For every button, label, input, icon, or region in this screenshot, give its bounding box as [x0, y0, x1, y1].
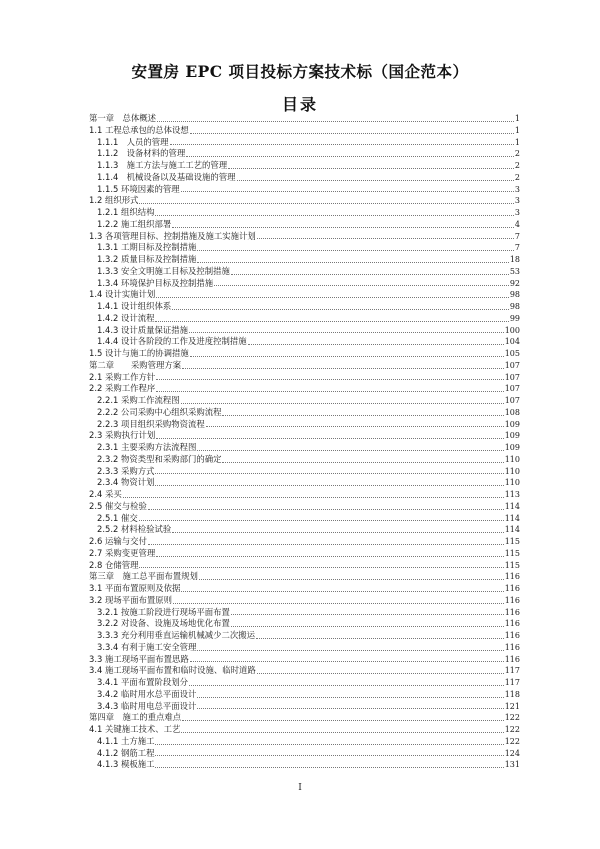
- toc-entry-label: 3.3.3 充分利用垂直运输机械减少二次搬运: [97, 630, 255, 640]
- toc-entry-label: 2.4 采买: [89, 489, 122, 499]
- dot-leader: [222, 461, 503, 463]
- toc-entry-page-number: 4: [514, 219, 520, 229]
- toc-entry-label: 第四章 施工的重点难点: [89, 712, 182, 723]
- dot-leader: [189, 684, 504, 686]
- toc-section-entry[interactable]: [89, 195, 520, 207]
- toc-section-entry[interactable]: [89, 724, 520, 736]
- toc-subsection-entry[interactable]: [89, 254, 520, 266]
- toc-entry-label: 1.2.2 施工组织部署: [97, 218, 172, 229]
- toc-entry-label: 1.2 组织形式: [89, 195, 139, 206]
- toc-section-entry[interactable]: [89, 231, 520, 243]
- toc-entry-label: 3.3.4 有利于施工安全管理: [97, 641, 197, 652]
- toc-entry-label: 2.2.2 公司采购中心组织采购流程: [97, 406, 222, 417]
- toc-section-entry[interactable]: [89, 489, 520, 501]
- toc-subsection-entry[interactable]: [89, 477, 520, 489]
- toc-section-entry[interactable]: [89, 583, 520, 595]
- toc-entry-label: 1.1.5 环境因素的管理: [97, 183, 180, 194]
- toc-entry-label: 2.3.4 物资计划: [97, 477, 155, 488]
- toc-entry-label: 2.5.1 催交: [97, 512, 138, 523]
- toc-entry-page-number: 3: [514, 196, 520, 206]
- dot-leader: [190, 132, 514, 134]
- toc-entry-label: 1.4.3 设计质量保证措施: [97, 324, 188, 335]
- table-of-contents: [89, 113, 520, 771]
- toc-subsection-entry[interactable]: [89, 466, 520, 478]
- dot-leader: [257, 672, 504, 674]
- toc-section-entry[interactable]: [89, 348, 520, 360]
- dot-leader: [197, 707, 503, 709]
- dot-leader: [197, 261, 508, 263]
- toc-entry-label: 1.1.2 设备材料的管理: [97, 148, 186, 159]
- dot-leader: [172, 531, 503, 533]
- dot-leader: [155, 754, 503, 756]
- dot-leader: [155, 214, 513, 216]
- toc-entry-page-number: 116: [504, 619, 520, 629]
- toc-entry-label: 3.2.2 对设备、设施及场地优化布置: [97, 618, 230, 629]
- toc-entry-label: 1.4.2 设计流程: [97, 312, 155, 323]
- toc-entry-page-number: 104: [504, 337, 520, 347]
- toc-subsection-entry[interactable]: [89, 630, 520, 642]
- dot-leader: [155, 743, 503, 745]
- toc-entry-page-number: 124: [504, 748, 520, 758]
- toc-section-entry[interactable]: [89, 654, 520, 666]
- toc-entry-page-number: 122: [504, 725, 520, 734]
- toc-chapter-entry[interactable]: [89, 571, 520, 583]
- toc-entry-label: 3.3 施工现场平面布置思路: [89, 653, 189, 664]
- dot-leader: [197, 649, 503, 651]
- toc-entry-page-number: 18: [509, 255, 520, 264]
- toc-entry-label: 2.2.3 项目组织采购物资流程: [97, 418, 205, 429]
- toc-entry-page-number: 114: [504, 525, 520, 535]
- toc-subsection-entry[interactable]: [89, 618, 520, 630]
- toc-entry-page-number: 53: [509, 266, 520, 276]
- toc-entry-page-number: 122: [504, 736, 520, 746]
- dot-leader: [172, 226, 514, 228]
- toc-subsection-entry[interactable]: [89, 266, 520, 278]
- toc-subsection-entry[interactable]: [89, 607, 520, 619]
- dot-leader: [170, 143, 514, 145]
- dot-leader: [190, 355, 504, 357]
- toc-entry-page-number: 121: [504, 701, 520, 711]
- toc-entry-page-number: 116: [504, 654, 520, 664]
- toc-entry-page-number: 131: [504, 760, 520, 770]
- dot-leader: [189, 331, 504, 333]
- toc-entry-label: 3.2.1 按施工阶段进行现场平面布置: [97, 606, 230, 617]
- toc-subsection-entry[interactable]: [89, 148, 520, 160]
- toc-subsection-entry[interactable]: [89, 278, 520, 290]
- toc-subsection-entry[interactable]: [89, 442, 520, 454]
- toc-entry-label: 3.2 现场平面布置原则: [89, 594, 172, 605]
- toc-entry-page-number: 107: [504, 396, 520, 405]
- dot-leader: [214, 284, 509, 286]
- toc-entry-label: 2.5.2 材料检验试验: [97, 524, 172, 535]
- toc-entry-page-number: 110: [504, 478, 520, 488]
- toc-subsection-entry[interactable]: [89, 689, 520, 701]
- dot-leader: [231, 613, 504, 615]
- dot-leader: [256, 637, 504, 639]
- toc-entry-label: 3.4.2 临时用水总平面设计: [97, 688, 197, 699]
- toc-entry-label: 2.3.2 物资类型和采购部门的确定: [97, 453, 222, 464]
- toc-entry-label: 2.2.1 采购工作流程图: [97, 395, 180, 405]
- dot-leader: [199, 578, 504, 580]
- dot-leader: [155, 766, 503, 768]
- toc-entry-page-number: 3: [514, 208, 520, 217]
- dot-leader: [156, 378, 503, 380]
- toc-entry-label: 1.3.2 质量目标及控制措施: [97, 254, 197, 264]
- toc-section-entry[interactable]: [89, 501, 520, 513]
- toc-entry-page-number: 2: [514, 149, 520, 159]
- toc-section-entry[interactable]: [89, 536, 520, 548]
- dot-leader: [222, 414, 503, 416]
- dot-leader: [237, 179, 514, 181]
- toc-section-entry[interactable]: [89, 548, 520, 560]
- toc-entry-label: 1.3.4 环境保护目标及控制措施: [97, 277, 214, 288]
- toc-section-entry[interactable]: [89, 289, 520, 301]
- dot-leader: [186, 155, 514, 157]
- toc-subsection-entry[interactable]: [89, 736, 520, 748]
- dot-leader: [181, 731, 503, 733]
- toc-subsection-entry[interactable]: [89, 524, 520, 536]
- dot-leader: [182, 719, 504, 721]
- toc-entry-page-number: 1: [514, 125, 520, 135]
- toc-entry-label: 2.3 采购执行计划: [89, 430, 156, 441]
- toc-section-entry[interactable]: [89, 665, 520, 677]
- dot-leader: [156, 296, 509, 298]
- toc-section-entry[interactable]: [89, 595, 520, 607]
- toc-subsection-entry[interactable]: [89, 219, 520, 231]
- toc-entry-label: 1.3.3 安全文明施工目标及控制措施: [97, 265, 230, 276]
- dot-leader: [156, 437, 503, 439]
- dot-leader: [181, 190, 514, 192]
- toc-entry-label: 2.5 催交与检验: [89, 500, 147, 511]
- toc-entry-page-number: 107: [504, 360, 520, 370]
- toc-section-entry[interactable]: [89, 372, 520, 384]
- toc-entry-page-number: 110: [504, 466, 520, 476]
- toc-entry-label: 第一章 总体概述: [89, 113, 156, 123]
- toc-subsection-entry[interactable]: [89, 336, 520, 348]
- toc-section-entry[interactable]: [89, 125, 520, 137]
- toc-entry-label: 3.4.1 平面布置阶段划分: [97, 677, 188, 687]
- toc-entry-label: 2.6 运输与交付: [89, 536, 147, 546]
- toc-entry-label: 2.2 采购工作程序: [89, 383, 156, 394]
- dot-leader: [197, 249, 514, 251]
- toc-entry-page-number: 116: [504, 584, 520, 593]
- toc-subsection-entry[interactable]: [89, 748, 520, 760]
- toc-entry-label: 1.1.1 人员的管理: [97, 136, 169, 147]
- toc-entry-page-number: 92: [509, 278, 520, 288]
- toc-entry-page-number: 3: [514, 184, 520, 194]
- toc-entry-label: 1.4.1 设计组织体系: [97, 301, 172, 311]
- dot-leader: [148, 543, 504, 545]
- dot-leader: [228, 167, 514, 169]
- toc-entry-page-number: 100: [504, 325, 520, 335]
- toc-entry-page-number: 110: [504, 454, 520, 464]
- toc-chapter-entry[interactable]: [89, 712, 520, 724]
- toc-entry-page-number: 115: [504, 560, 520, 570]
- dot-leader: [197, 449, 503, 451]
- toc-entry-page-number: 1: [514, 137, 520, 147]
- dot-leader: [148, 508, 504, 510]
- toc-subsection-entry[interactable]: [89, 137, 520, 149]
- toc-entry-label: 1.1.4 机械设备以及基础设施的管理: [97, 171, 236, 182]
- toc-entry-label: 第三章 施工总平面布置规划: [89, 571, 198, 582]
- toc-entry-page-number: 7: [514, 231, 520, 241]
- toc-subsection-entry[interactable]: [89, 313, 520, 325]
- toc-subsection-entry[interactable]: [89, 395, 520, 407]
- toc-chapter-entry[interactable]: [89, 360, 520, 372]
- dot-leader: [257, 237, 514, 239]
- toc-subsection-entry[interactable]: [89, 172, 520, 184]
- toc-subsection-entry[interactable]: [89, 325, 520, 337]
- toc-entry-label: 4.1 关键施工技术、工艺: [89, 724, 181, 734]
- toc-subsection-entry[interactable]: [89, 701, 520, 713]
- toc-entry-label: 2.3.1 主要采购方法流程图: [97, 442, 197, 452]
- toc-entry-page-number: 115: [504, 537, 520, 546]
- toc-entry-page-number: 105: [504, 349, 520, 358]
- toc-section-entry[interactable]: [89, 560, 520, 572]
- toc-entry-page-number: 117: [504, 666, 520, 676]
- toc-subsection-entry[interactable]: [89, 759, 520, 771]
- toc-entry-label: 2.8 仓储管理: [89, 559, 139, 570]
- toc-entry-label: 1.3.1 工期目标及控制措施: [97, 242, 197, 253]
- toc-entry-label: 1.3 各项管理目标、控制措施及施工实施计划: [89, 230, 256, 241]
- toc-entry-page-number: 98: [509, 290, 520, 300]
- toc-subsection-entry[interactable]: [89, 184, 520, 196]
- toc-entry-page-number: 114: [504, 501, 520, 511]
- document-title: 安置房 EPC 项目投标方案技术标（国企范本）: [131, 62, 469, 81]
- toc-entry-label: 1.1.3 施工方法与施工工艺的管理: [97, 160, 228, 170]
- toc-entry-label: 1.5 设计与施工的协调措施: [89, 348, 189, 358]
- toc-entry-page-number: 113: [504, 490, 520, 499]
- toc-entry-page-number: 2: [514, 172, 520, 182]
- toc-entry-page-number: 118: [504, 689, 520, 699]
- toc-entry-page-number: 116: [504, 642, 520, 652]
- toc-section-entry[interactable]: [89, 430, 520, 442]
- dot-leader: [231, 625, 504, 627]
- toc-entry-label: 4.1.1 土方施工: [97, 735, 155, 746]
- toc-entry-label: 3.4.3 临时用电总平面设计: [97, 700, 197, 711]
- toc-entry-page-number: 107: [504, 384, 520, 394]
- toc-entry-page-number: 115: [504, 548, 520, 558]
- toc-entry-label: 2.1 采购工作方针: [89, 371, 156, 382]
- toc-entry-page-number: 114: [504, 513, 520, 523]
- toc-subsection-entry[interactable]: [89, 207, 520, 219]
- toc-chapter-entry[interactable]: [89, 113, 520, 125]
- toc-entry-label: 第二章 采购管理方案: [89, 359, 182, 370]
- dot-leader: [156, 555, 503, 557]
- dot-leader: [181, 402, 504, 404]
- dot-leader: [190, 660, 504, 662]
- toc-subsection-entry[interactable]: [89, 513, 520, 525]
- dot-leader: [139, 519, 504, 521]
- toc-entry-label: 1.4.4 设计各阶段的工作及进度控制措施: [97, 336, 247, 347]
- dot-leader: [173, 602, 504, 604]
- toc-heading: 目录: [281, 95, 318, 114]
- dot-leader: [155, 472, 503, 474]
- toc-entry-page-number: 116: [504, 572, 520, 582]
- toc-entry-label: 1.2.1 组织结构: [97, 207, 155, 217]
- toc-subsection-entry[interactable]: [89, 407, 520, 419]
- toc-entry-label: 4.1.3 模板施工: [97, 759, 155, 770]
- toc-entry-page-number: 116: [504, 607, 520, 617]
- toc-entry-page-number: 109: [504, 419, 520, 429]
- toc-entry-page-number: 108: [504, 407, 520, 417]
- toc-subsection-entry[interactable]: [89, 454, 520, 466]
- toc-entry-page-number: 99: [509, 313, 520, 323]
- dot-leader: [155, 484, 503, 486]
- dot-leader: [139, 202, 513, 204]
- toc-entry-label: 1.1 工程总承包的总体设想: [89, 124, 189, 135]
- toc-entry-page-number: 116: [504, 631, 520, 640]
- toc-section-entry[interactable]: [89, 383, 520, 395]
- toc-entry-page-number: 122: [504, 713, 520, 723]
- toc-entry-label: 2.7 采购变更管理: [89, 547, 156, 558]
- toc-subsection-entry[interactable]: [89, 160, 520, 172]
- toc-subsection-entry[interactable]: [89, 301, 520, 313]
- dot-leader: [172, 308, 509, 310]
- toc-entry-page-number: 117: [504, 678, 520, 687]
- toc-entry-label: 3.1 平面布置原则及依据: [89, 583, 181, 593]
- toc-entry-page-number: 116: [504, 595, 520, 605]
- dot-leader: [197, 696, 503, 698]
- toc-entry-label: 2.3.3 采购方式: [97, 465, 155, 476]
- toc-subsection-entry[interactable]: [89, 642, 520, 654]
- dot-leader: [206, 425, 504, 427]
- toc-subsection-entry[interactable]: [89, 419, 520, 431]
- toc-entry-label: 3.4 施工现场平面布置和临时设施、临时道路: [89, 665, 256, 676]
- page-number: I: [298, 783, 302, 793]
- toc-entry-page-number: 2: [514, 161, 520, 170]
- dot-leader: [248, 343, 504, 345]
- toc-entry-page-number: 1: [514, 114, 520, 123]
- dot-leader: [155, 320, 508, 322]
- toc-entry-page-number: 107: [504, 372, 520, 382]
- toc-entry-label: 4.1.2 钢筋工程: [97, 747, 155, 758]
- dot-leader: [231, 273, 509, 275]
- toc-entry-page-number: 7: [514, 243, 520, 253]
- dot-leader: [157, 120, 514, 122]
- dot-leader: [139, 566, 503, 568]
- toc-entry-label: 1.4 设计实施计划: [89, 289, 156, 300]
- toc-entry-page-number: 109: [504, 431, 520, 441]
- dot-leader: [123, 496, 504, 498]
- dot-leader: [181, 590, 503, 592]
- toc-entry-page-number: 98: [509, 302, 520, 311]
- dot-leader: [182, 367, 504, 369]
- dot-leader: [156, 390, 503, 392]
- toc-entry-page-number: 109: [504, 443, 520, 452]
- toc-subsection-entry[interactable]: [89, 242, 520, 254]
- toc-subsection-entry[interactable]: [89, 677, 520, 689]
